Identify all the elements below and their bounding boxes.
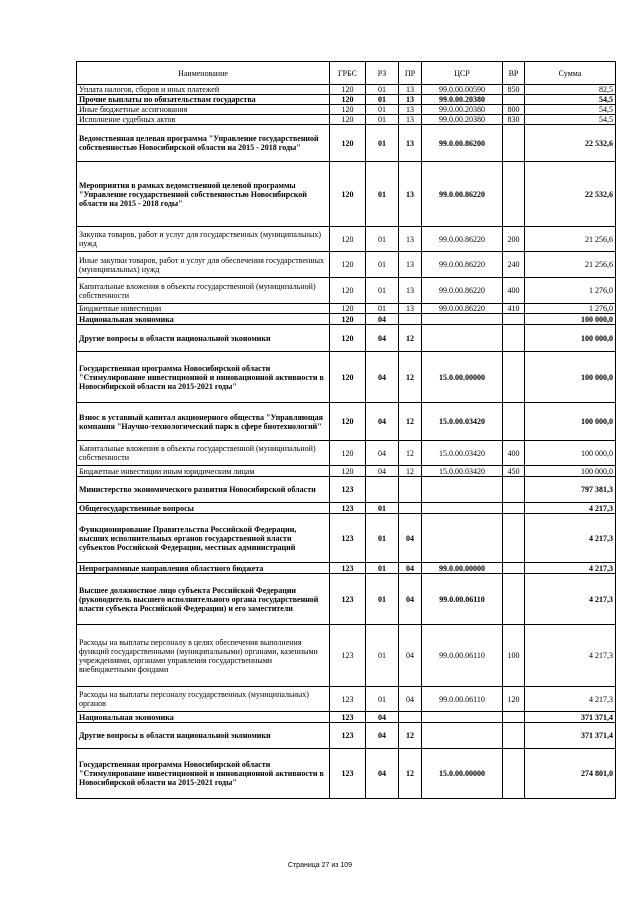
cell-vr — [503, 749, 525, 799]
cell-pr: 12 — [399, 403, 422, 441]
cell-rz — [366, 477, 399, 503]
cell-csr: 15.0.00.03420 — [422, 466, 503, 477]
cell-rz: 04 — [366, 749, 399, 799]
cell-vr — [503, 403, 525, 441]
cell-rz: 01 — [366, 625, 399, 687]
cell-sum: 274 801,0 — [525, 749, 616, 799]
cell-vr — [503, 574, 525, 625]
cell-csr: 99.0.00.06110 — [422, 625, 503, 687]
cell-csr: 99.0.00.86220 — [422, 162, 503, 227]
cell-rz: 01 — [366, 105, 399, 115]
cell-vr: 800 — [503, 105, 525, 115]
cell-csr: 99.0.00.20380 — [422, 115, 503, 125]
cell-rz: 01 — [366, 125, 399, 162]
cell-grbs: 123 — [330, 503, 366, 514]
cell-rz: 01 — [366, 278, 399, 304]
table-row — [77, 723, 616, 749]
cell-csr: 15.0.00.03420 — [422, 441, 503, 466]
table-row — [77, 105, 616, 115]
cell-name: Ведомственная целевая программа "Управление государственной собственностью Новосибирской области на 2015 - 2018 годы" — [77, 125, 330, 162]
cell-vr — [503, 314, 525, 325]
cell-name: Бюджетные инвестиции — [77, 304, 330, 314]
cell-name: Иные бюджетные ассигнования — [77, 105, 330, 115]
table-row — [77, 85, 616, 95]
cell-grbs: 120 — [330, 85, 366, 95]
cell-pr: 13 — [399, 252, 422, 278]
cell-sum: 100 000,0 — [525, 314, 616, 325]
cell-pr: 12 — [399, 441, 422, 466]
cell-vr — [503, 514, 525, 563]
table-row — [77, 563, 616, 574]
cell-csr — [422, 477, 503, 503]
cell-pr — [399, 503, 422, 514]
cell-csr: 99.0.00.00590 — [422, 85, 503, 95]
cell-sum: 54,5 — [525, 115, 616, 125]
cell-vr: 450 — [503, 466, 525, 477]
cell-sum: 100 000,0 — [525, 352, 616, 403]
cell-pr — [399, 477, 422, 503]
cell-sum: 54,5 — [525, 95, 616, 105]
cell-pr: 04 — [399, 625, 422, 687]
cell-csr: 15.0.00.00000 — [422, 352, 503, 403]
cell-csr: 99.0.00.00000 — [422, 563, 503, 574]
cell-sum: 1 276,0 — [525, 278, 616, 304]
cell-pr: 12 — [399, 749, 422, 799]
cell-csr: 99.0.00.20380 — [422, 105, 503, 115]
cell-rz: 01 — [366, 252, 399, 278]
table-row — [77, 352, 616, 403]
cell-grbs: 120 — [330, 278, 366, 304]
cell-sum: 54,5 — [525, 105, 616, 115]
cell-rz: 04 — [366, 403, 399, 441]
cell-csr: 15.0.00.00000 — [422, 749, 503, 799]
cell-grbs: 120 — [330, 252, 366, 278]
cell-grbs: 120 — [330, 125, 366, 162]
cell-grbs: 123 — [330, 749, 366, 799]
cell-vr: 200 — [503, 227, 525, 252]
cell-rz: 01 — [366, 503, 399, 514]
cell-vr: 120 — [503, 687, 525, 712]
cell-vr — [503, 477, 525, 503]
cell-vr — [503, 723, 525, 749]
cell-grbs: 120 — [330, 466, 366, 477]
table-row — [77, 325, 616, 352]
cell-rz: 01 — [366, 574, 399, 625]
cell-rz: 04 — [366, 441, 399, 466]
cell-grbs: 123 — [330, 477, 366, 503]
cell-name: Бюджетные инвестиции иным юридическим лицам — [77, 466, 330, 477]
cell-name: Государственная программа Новосибирской области "Стимулирование инвестиционной и инновационной активности в Новосибирской области на 2015-2021 годы" — [77, 749, 330, 799]
cell-vr: 410 — [503, 304, 525, 314]
cell-grbs: 123 — [330, 712, 366, 723]
cell-rz: 01 — [366, 687, 399, 712]
cell-csr — [422, 712, 503, 723]
cell-csr: 99.0.00.86220 — [422, 304, 503, 314]
cell-name: Капитальные вложения в объекты государственной (муниципальной) собственности — [77, 441, 330, 466]
table-row — [77, 712, 616, 723]
page-number: Страница 27 из 109 — [287, 862, 353, 869]
cell-sum: 21 256,6 — [525, 252, 616, 278]
table-row — [77, 514, 616, 563]
cell-name: Исполнение судебных актов — [77, 115, 330, 125]
cell-vr: 240 — [503, 252, 525, 278]
cell-csr: 15.0.00.03420 — [422, 403, 503, 441]
cell-vr: 400 — [503, 278, 525, 304]
table-row — [77, 162, 616, 227]
cell-sum: 4 217,3 — [525, 687, 616, 712]
table-row — [77, 278, 616, 304]
cell-grbs: 123 — [330, 514, 366, 563]
table-row — [77, 403, 616, 441]
cell-vr — [503, 712, 525, 723]
cell-sum: 100 000,0 — [525, 403, 616, 441]
cell-name: Расходы на выплаты персоналу в целях обеспечения выполнения функций государственными (муниципальными) органами, казенными учреждениями, органами управления государственными внебюджетными фондами — [77, 625, 330, 687]
cell-grbs: 120 — [330, 325, 366, 352]
cell-name: Закупка товаров, работ и услуг для государственных (муниципальных) нужд — [77, 227, 330, 252]
cell-name: Высшее должностное лицо субъекта Российской Федерации (руководитель высшего исполнительного органа государственной власти субъекта Российской Федерации) и его заместители — [77, 574, 330, 625]
header-name: Наименование — [77, 62, 330, 85]
cell-sum: 371 371,4 — [525, 712, 616, 723]
table-row — [77, 95, 616, 105]
cell-pr: 13 — [399, 125, 422, 162]
table-row — [77, 115, 616, 125]
cell-pr: 12 — [399, 723, 422, 749]
cell-grbs: 120 — [330, 352, 366, 403]
cell-vr — [503, 352, 525, 403]
cell-rz: 04 — [366, 466, 399, 477]
cell-pr: 12 — [399, 352, 422, 403]
cell-grbs: 123 — [330, 574, 366, 625]
cell-pr: 13 — [399, 227, 422, 252]
cell-csr: 99.0.00.06110 — [422, 687, 503, 712]
cell-sum: 22 532,6 — [525, 125, 616, 162]
table-row — [77, 466, 616, 477]
cell-sum: 4 217,3 — [525, 514, 616, 563]
cell-csr: 99.0.00.86220 — [422, 227, 503, 252]
cell-pr: 13 — [399, 85, 422, 95]
cell-csr: 99.0.00.20380 — [422, 95, 503, 105]
cell-pr: 13 — [399, 278, 422, 304]
cell-name: Взнос в уставный капитал акционерного общества "Управляющая компания "Научно-технологический парк в сфере биотехнологий" — [77, 403, 330, 441]
cell-csr — [422, 503, 503, 514]
cell-vr: 850 — [503, 85, 525, 95]
cell-pr: 13 — [399, 304, 422, 314]
cell-rz: 01 — [366, 95, 399, 105]
cell-pr — [399, 314, 422, 325]
cell-rz: 01 — [366, 85, 399, 95]
table-row — [77, 125, 616, 162]
cell-vr — [503, 325, 525, 352]
cell-vr — [503, 95, 525, 105]
cell-rz: 04 — [366, 352, 399, 403]
table-row — [77, 441, 616, 466]
cell-rz: 04 — [366, 723, 399, 749]
table-row — [77, 749, 616, 799]
cell-sum: 1 276,0 — [525, 304, 616, 314]
cell-name: Прочие выплаты по обязательствам государства — [77, 95, 330, 105]
cell-sum: 4 217,3 — [525, 625, 616, 687]
cell-name: Капитальные вложения в объекты государственной (муниципальной) собственности — [77, 278, 330, 304]
cell-sum: 100 000,0 — [525, 466, 616, 477]
cell-grbs: 120 — [330, 441, 366, 466]
cell-csr: 99.0.00.86220 — [422, 278, 503, 304]
cell-vr — [503, 125, 525, 162]
cell-grbs: 120 — [330, 403, 366, 441]
cell-rz: 04 — [366, 325, 399, 352]
cell-name: Государственная программа Новосибирской области "Стимулирование инвестиционной и инновационной активности в Новосибирской области на 2015-2021 годы" — [77, 352, 330, 403]
cell-name: Общегосударственные вопросы — [77, 503, 330, 514]
cell-name: Уплата налогов, сборов и иных платежей — [77, 85, 330, 95]
cell-pr: 12 — [399, 466, 422, 477]
table-row — [77, 687, 616, 712]
cell-sum: 797 381,3 — [525, 477, 616, 503]
table-row — [77, 503, 616, 514]
cell-csr — [422, 514, 503, 563]
header-row — [77, 62, 616, 85]
cell-vr: 100 — [503, 625, 525, 687]
cell-grbs: 120 — [330, 162, 366, 227]
cell-pr: 13 — [399, 95, 422, 105]
cell-rz: 01 — [366, 563, 399, 574]
cell-grbs: 120 — [330, 95, 366, 105]
cell-rz: 04 — [366, 712, 399, 723]
cell-name: Национальная экономика — [77, 712, 330, 723]
cell-rz: 01 — [366, 227, 399, 252]
cell-rz: 01 — [366, 162, 399, 227]
cell-vr: 830 — [503, 115, 525, 125]
cell-rz: 01 — [366, 115, 399, 125]
cell-csr — [422, 314, 503, 325]
cell-sum: 4 217,3 — [525, 563, 616, 574]
table-row — [77, 477, 616, 503]
table-row — [77, 304, 616, 314]
table-row — [77, 227, 616, 252]
cell-pr: 13 — [399, 115, 422, 125]
cell-grbs: 123 — [330, 625, 366, 687]
table-row — [77, 574, 616, 625]
cell-grbs: 120 — [330, 227, 366, 252]
cell-grbs: 123 — [330, 723, 366, 749]
cell-grbs: 123 — [330, 687, 366, 712]
cell-sum: 371 371,4 — [525, 723, 616, 749]
table-row — [77, 252, 616, 278]
cell-name: Мероприятия в рамках ведомственной целевой программы "Управление государственной собственностью Новосибирской области на 2015 - 2018 годы" — [77, 162, 330, 227]
table-row — [77, 625, 616, 687]
cell-rz: 01 — [366, 514, 399, 563]
cell-sum: 100 000,0 — [525, 441, 616, 466]
cell-vr — [503, 563, 525, 574]
cell-pr: 04 — [399, 574, 422, 625]
cell-sum: 22 532,6 — [525, 162, 616, 227]
cell-name: Министерство экономического развития Новосибирской области — [77, 477, 330, 503]
cell-pr: 12 — [399, 325, 422, 352]
cell-pr: 04 — [399, 687, 422, 712]
header-sum: Сумма — [525, 62, 616, 85]
budget-table — [76, 61, 616, 799]
cell-rz: 04 — [366, 314, 399, 325]
cell-vr: 400 — [503, 441, 525, 466]
cell-grbs: 120 — [330, 115, 366, 125]
cell-pr: 13 — [399, 162, 422, 227]
cell-csr: 99.0.00.06110 — [422, 574, 503, 625]
cell-pr: 04 — [399, 514, 422, 563]
cell-sum: 100 000,0 — [525, 325, 616, 352]
cell-vr — [503, 503, 525, 514]
cell-csr: 99.0.00.86220 — [422, 252, 503, 278]
header-rz: РЗ — [366, 62, 399, 85]
cell-name: Иные закупки товаров, работ и услуг для обеспечения государственных (муниципальных) нужд — [77, 252, 330, 278]
cell-name: Другие вопросы в области национальной экономики — [77, 325, 330, 352]
header-pr: ПР — [399, 62, 422, 85]
cell-csr — [422, 723, 503, 749]
table-body — [77, 62, 616, 799]
cell-name: Функционирование Правительства Российской Федерации, высших исполнительных органов государственной власти субъектов Российской Федерации, местных администраций — [77, 514, 330, 563]
cell-grbs: 120 — [330, 304, 366, 314]
cell-sum: 4 217,3 — [525, 574, 616, 625]
cell-grbs: 123 — [330, 563, 366, 574]
table-row — [77, 314, 616, 325]
header-vr: ВР — [503, 62, 525, 85]
header-csr: ЦСР — [422, 62, 503, 85]
cell-sum: 4 217,3 — [525, 503, 616, 514]
cell-vr — [503, 162, 525, 227]
cell-csr: 99.0.00.86200 — [422, 125, 503, 162]
cell-csr — [422, 325, 503, 352]
cell-grbs: 120 — [330, 105, 366, 115]
cell-name: Непрограммные направления областного бюджета — [77, 563, 330, 574]
cell-sum: 82,5 — [525, 85, 616, 95]
cell-pr: 13 — [399, 105, 422, 115]
cell-name: Расходы на выплаты персоналу государственных (муниципальных) органов — [77, 687, 330, 712]
cell-pr: 04 — [399, 563, 422, 574]
cell-name: Национальная экономика — [77, 314, 330, 325]
cell-rz: 01 — [366, 304, 399, 314]
cell-pr — [399, 712, 422, 723]
cell-name: Другие вопросы в области национальной экономики — [77, 723, 330, 749]
cell-grbs: 120 — [330, 314, 366, 325]
cell-sum: 21 256,6 — [525, 227, 616, 252]
header-grbs: ГРБС — [330, 62, 366, 85]
